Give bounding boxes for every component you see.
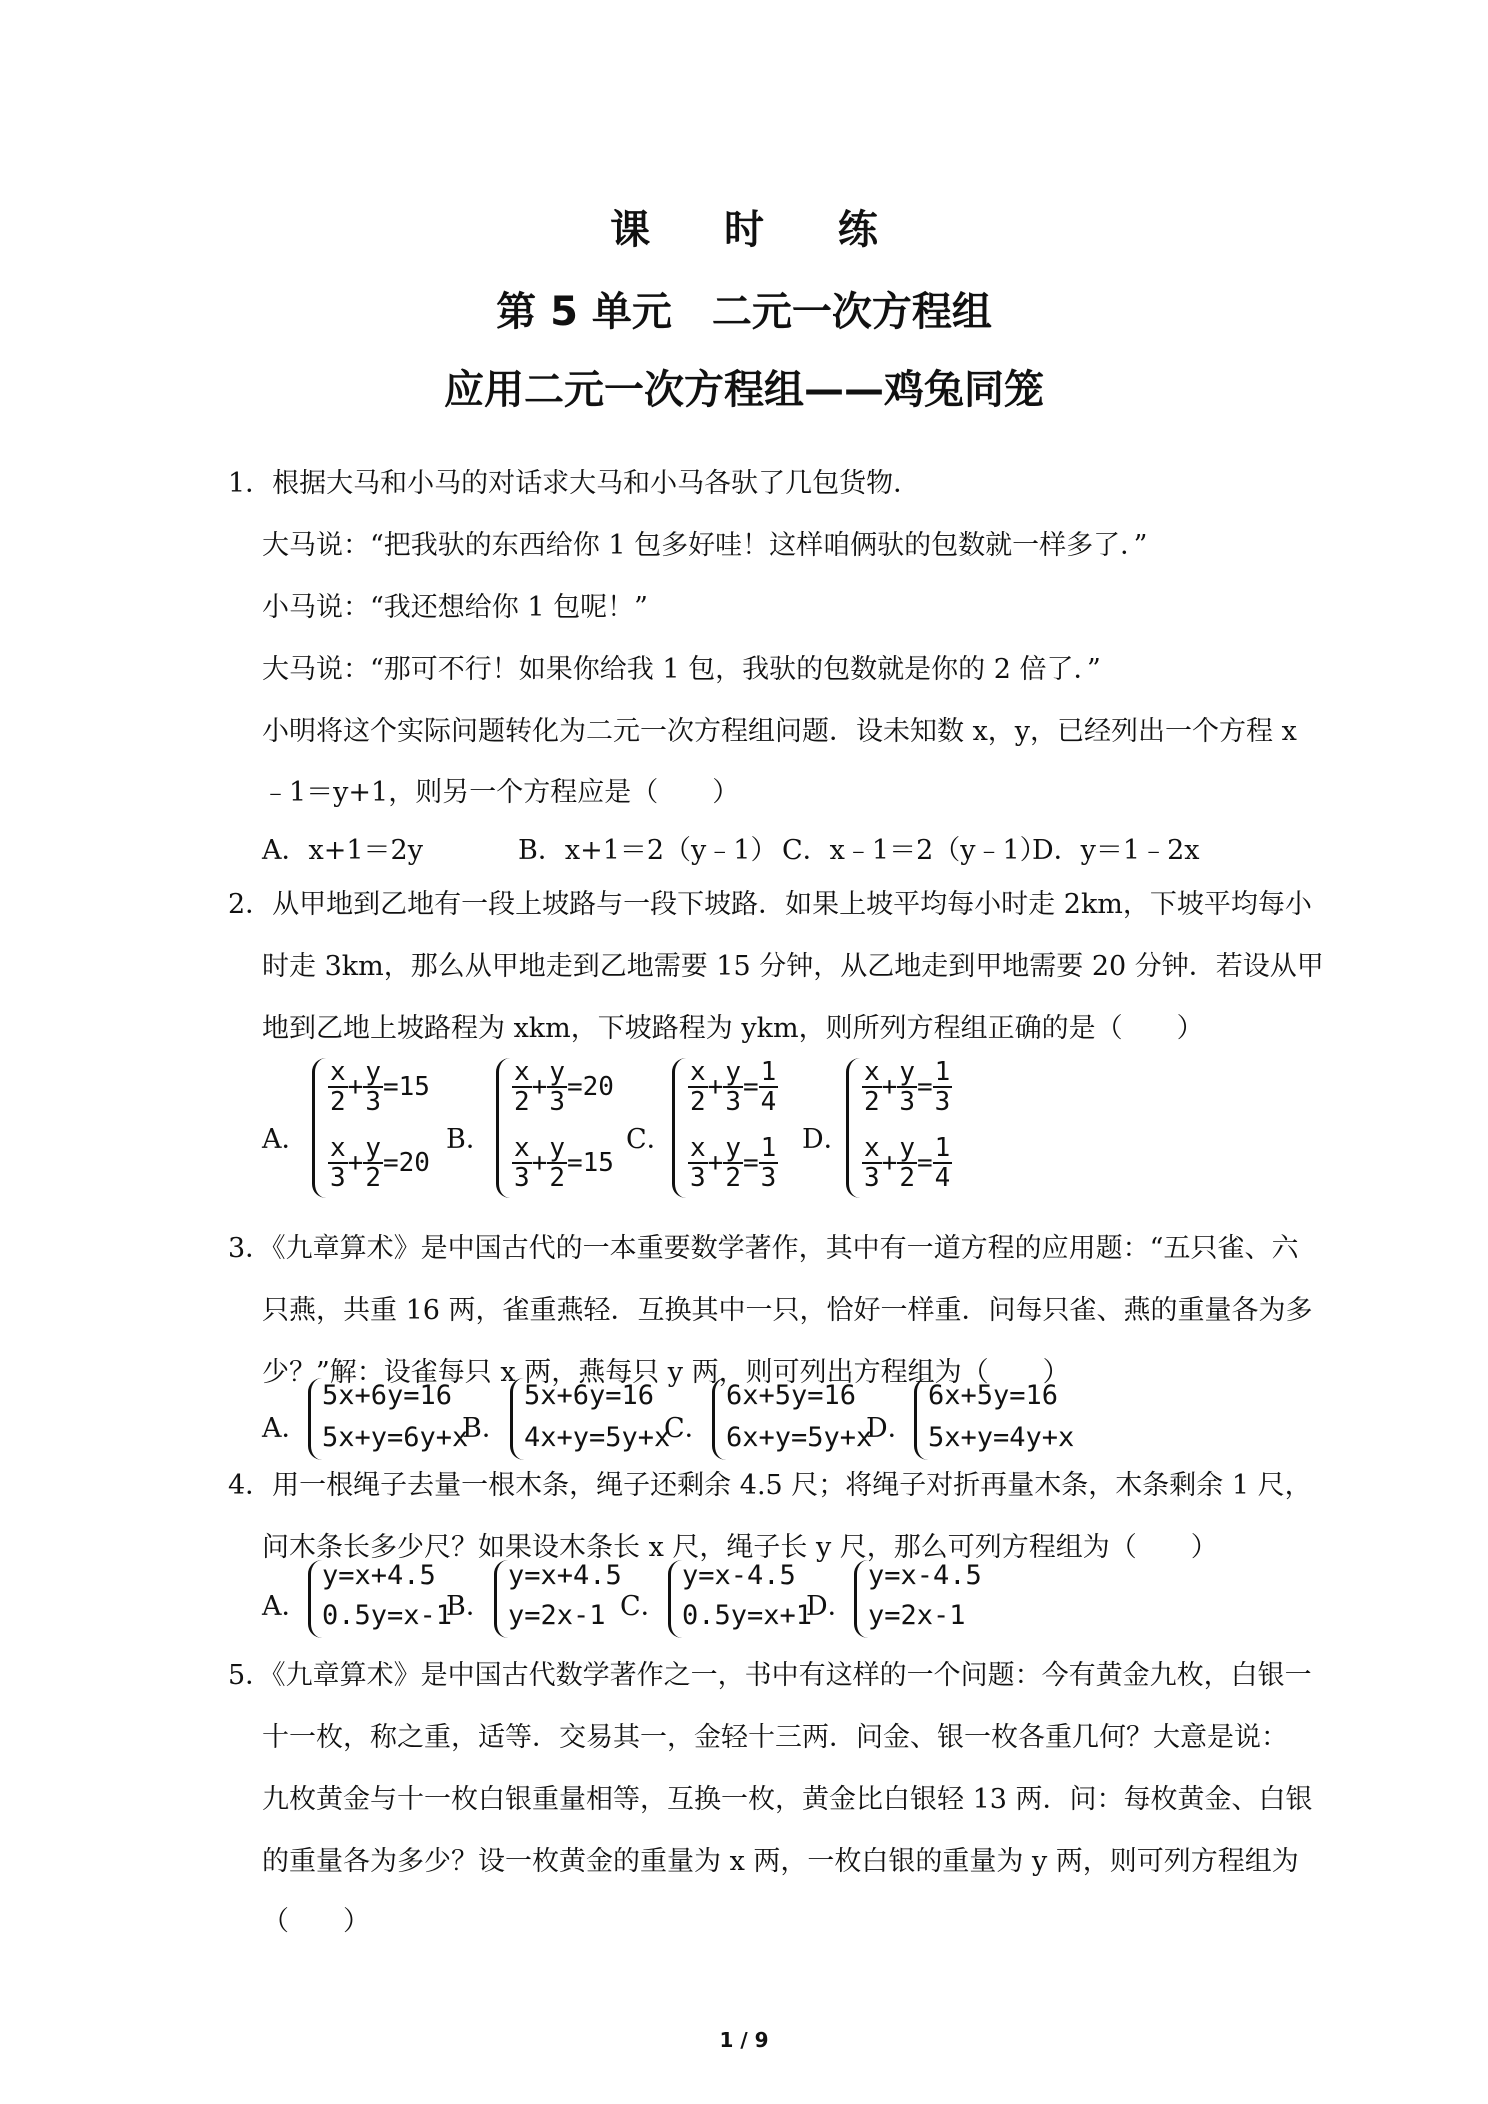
q3-label-c: C． — [664, 1413, 712, 1444]
doc-title: 课 时 练 — [610, 207, 908, 253]
q1-line-2: 小马说：“我还想给你 1 包呢！” — [262, 592, 648, 623]
q4-line-1: 4．用一根绳子去量一根木条，绳子还剩余 4.5 尺；将绳子对折再量木条，木条剩余 1 尺， — [228, 1470, 1312, 1501]
q2-system-c: $\frac{x}{2}$ + $\frac{y}{3}$ = $\frac{1}{4}$ $\frac{x}{3}$ + $\frac{y}{2}$ = $\frac{1}{3}$ — [672, 1058, 802, 1198]
q3-line-2: 只燕，共重 16 两，雀重燕轻．互换其中一只，恰好一样重．问每只雀、燕的重量各为多 — [262, 1295, 1313, 1326]
q1-option-b: B．x+1＝2（y﹣1） — [518, 835, 778, 866]
q2-system-a: $\frac{x}{2}$ + $\frac{y}{3}$ =15 $\frac{x}{3}$ + $\frac{y}{2}$ =20 — [312, 1058, 452, 1198]
q3-label-b: B． — [462, 1413, 509, 1444]
q2-system-b: $\frac{x}{2}$ + $\frac{y}{3}$ =20 $\frac{x}{3}$ + $\frac{y}{2}$ =15 — [496, 1058, 636, 1198]
q3-line-1: 3．《九章算术》是中国古代的一本重要数学著作，其中有一道方程的应用题：“五只雀、六 — [228, 1233, 1299, 1264]
q2-label-c: C． — [626, 1124, 674, 1155]
q4-system-a: y=x+4.5 0.5y=x-1 — [308, 1560, 448, 1638]
q5-line-2: 十一枚，称之重，适等．交易其一，金轻十三两．问金、银一枚各重几何？大意是说： — [262, 1722, 1288, 1753]
q4-system-b: y=x+4.5 y=2x-1 — [494, 1560, 624, 1638]
q2-line-2: 时走 3km，那么从甲地走到乙地需要 15 分钟，从乙地走到甲地需要 20 分钟．若设从甲 — [262, 951, 1324, 982]
unit-title: 第 5 单元 二元一次方程组 — [496, 289, 992, 335]
q3-system-d: 6x+5y=16 5x+y=4y+x — [914, 1378, 1074, 1460]
q5-line-1: 5．《九章算术》是中国古代数学著作之一，书中有这样的一个问题：今有黄金九枚，白银一 — [228, 1660, 1312, 1691]
q3-line-3: 少？”解：设雀每只 x 两，燕每只 y 两，则可列出方程组为（ ） — [262, 1357, 1070, 1388]
q1-line-1: 大马说：“把我驮的东西给你 1 包多好哇！这样咱俩驮的包数就一样多了．” — [262, 530, 1148, 561]
q3-system-b: 5x+6y=16 4x+y=5y+x — [510, 1378, 670, 1460]
q5-line-3: 九枚黄金与十一枚白银重量相等，互换一枚，黄金比白银轻 13 两．问：每枚黄金、白银 — [262, 1784, 1313, 1815]
q2-label-b: B． — [446, 1124, 493, 1155]
q2-system-d: $\frac{x}{2}$ + $\frac{y}{3}$ = $\frac{1}{3}$ $\frac{x}{3}$ + $\frac{y}{2}$ = $\frac{1}{4}$ — [846, 1058, 976, 1198]
q2-line-1: 2．从甲地到乙地有一段上坡路与一段下坡路．如果上坡平均每小时走 2km，下坡平均每小 — [228, 889, 1312, 920]
q3-system-a: 5x+6y=16 5x+y=6y+x — [308, 1378, 468, 1460]
q1-option-a: A．x+1＝2y — [262, 835, 423, 866]
lesson-title: 应用二元一次方程组——鸡兔同笼 — [444, 367, 1044, 413]
q4-label-b: B． — [446, 1591, 493, 1622]
page-number: 1 / 9 — [719, 2028, 769, 2052]
q2-label-a: A． — [262, 1124, 309, 1155]
q3-label-a: A． — [262, 1413, 309, 1444]
q4-system-c: y=x-4.5 0.5y=x+1 — [668, 1560, 808, 1638]
q4-label-d: D． — [806, 1591, 855, 1622]
q1-line-5: ﹣1＝y+1，则另一个方程应是（ ） — [262, 777, 740, 808]
q5-line-4: 的重量各为多少？设一枚黄金的重量为 x 两，一枚白银的重量为 y 两，则可列方程组为 — [262, 1846, 1299, 1877]
q2-label-d: D． — [802, 1124, 851, 1155]
q4-system-d: y=x-4.5 y=2x-1 — [854, 1560, 984, 1638]
q4-label-a: A． — [262, 1591, 309, 1622]
q4-line-2: 问木条长多少尺？如果设木条长 x 尺，绳子长 y 尺，那么可列方程组为（ ） — [262, 1532, 1218, 1563]
q1-option-d: D．y＝1﹣2x — [1032, 835, 1200, 866]
q1-option-c: C．x﹣1＝2（y﹣1） — [782, 835, 1047, 866]
q5-line-5: （ ） — [262, 1906, 370, 1937]
q1-line-3: 大马说：“那可不行！如果你给我 1 包，我驮的包数就是你的 2 倍了．” — [262, 654, 1101, 685]
q4-label-c: C． — [620, 1591, 668, 1622]
q1-line-4: 小明将这个实际问题转化为二元一次方程组问题．设未知数 x，y，已经列出一个方程 x — [262, 716, 1297, 747]
q3-label-d: D． — [866, 1413, 915, 1444]
q1-stem: 1．根据大马和小马的对话求大马和小马各驮了几包货物． — [228, 468, 921, 499]
q3-system-c: 6x+5y=16 6x+y=5y+x — [712, 1378, 872, 1460]
q2-line-3: 地到乙地上坡路程为 xkm，下坡路程为 ykm，则所列方程组正确的是（ ） — [262, 1013, 1204, 1044]
